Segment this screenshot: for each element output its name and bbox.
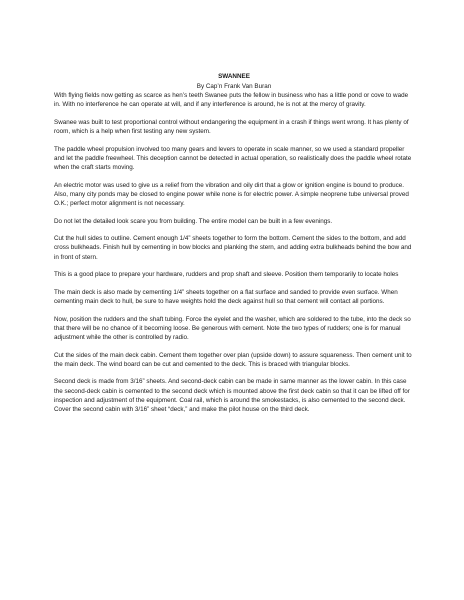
paragraph: An electric motor was used to give us a relief from the vibration and oily dirt that a glow or ignition engine is bound to produce. Also, many city ponds may be closed to engine power while none is for electric power. A simple neoprene tube universal proved O.K.; perfect motor alignment is not necessary.	[54, 181, 409, 207]
paragraph: Now, position the rudders and the shaft tubing. Force the eyelet and the washer, which are soldered to the tube, into the deck so that there will be no chance of it becoming loose. Be generous with cement. Note the two types of rudders; one is for manual adjustment while the other is controlled by radio.	[54, 315, 411, 341]
document-title: SWANNEE	[218, 73, 250, 80]
paragraph: The main deck is also made by cementing 1/4” sheets together on a flat surface and sanded to provide even surface. When cementing main deck to hull, be sure to have weights hold the deck against hull so that cement will contact all portions.	[54, 288, 398, 305]
paragraph: Cut the sides of the main deck cabin. Cement them together over plan (upside down) to assure squareness. Then cement unit to the main deck. The wind board can be cut and cemented to the deck. This is braced with triangular blocks.	[54, 351, 412, 368]
document-body	[54, 72, 414, 423]
paragraph: With flying fields now getting as scarce as hen’s teeth Swanee puts the fellow in business who has a little pond or cove to wade in. With no interference he can operate at will, and if any interference is around, he is not at the mercy of gravity.	[54, 92, 409, 109]
paragraph: Cut the hull sides to outline. Cement enough 1/4” sheets together to form the bottom. Cement the sides to the bottom, and add cross bulkheads. Finish hull by cementing in bow blocks and planking the stern, and adding extra bulkheads behind the bow and in front of stern.	[54, 235, 412, 261]
paragraph: Swanee was built to test proportional control without endangering the equipment in a crash if things went wrong. It has plenty of room, which is a help when first testing any new system.	[54, 118, 409, 135]
author-byline: By Cap’n Frank Van Buran	[196, 83, 272, 90]
paragraph: This is a good place to prepare your hardware, rudders and prop shaft and sleeve. Position them temporarily to locate holes	[54, 271, 399, 279]
paragraph: The paddle wheel propulsion involved too many gears and levers to operate in scale manner, so we used a standard propeller and let the paddle freewheel. This deception cannot be detected in actual operation, so realistically does the paddle wheel rotate when the craft starts moving.	[54, 145, 412, 171]
paragraph: Second deck is made from 3/16” sheets. And second-deck cabin can be made in same manner as the lower cabin. In this case the second-deck cabin is cemented to the second deck which is mounted above the first deck cabin so that it can be lifted off for inspection and adjustment of the equipment. Coal rail, which is around the smokestacks, is also cemented to the second deck. Cover the second cabin with 3/16” sheet “deck,” and make the pilot house on the third deck.	[54, 378, 410, 413]
paragraph: Do not let the detailed look scare you from building. The entire model can be built in a few evenings.	[54, 217, 333, 225]
